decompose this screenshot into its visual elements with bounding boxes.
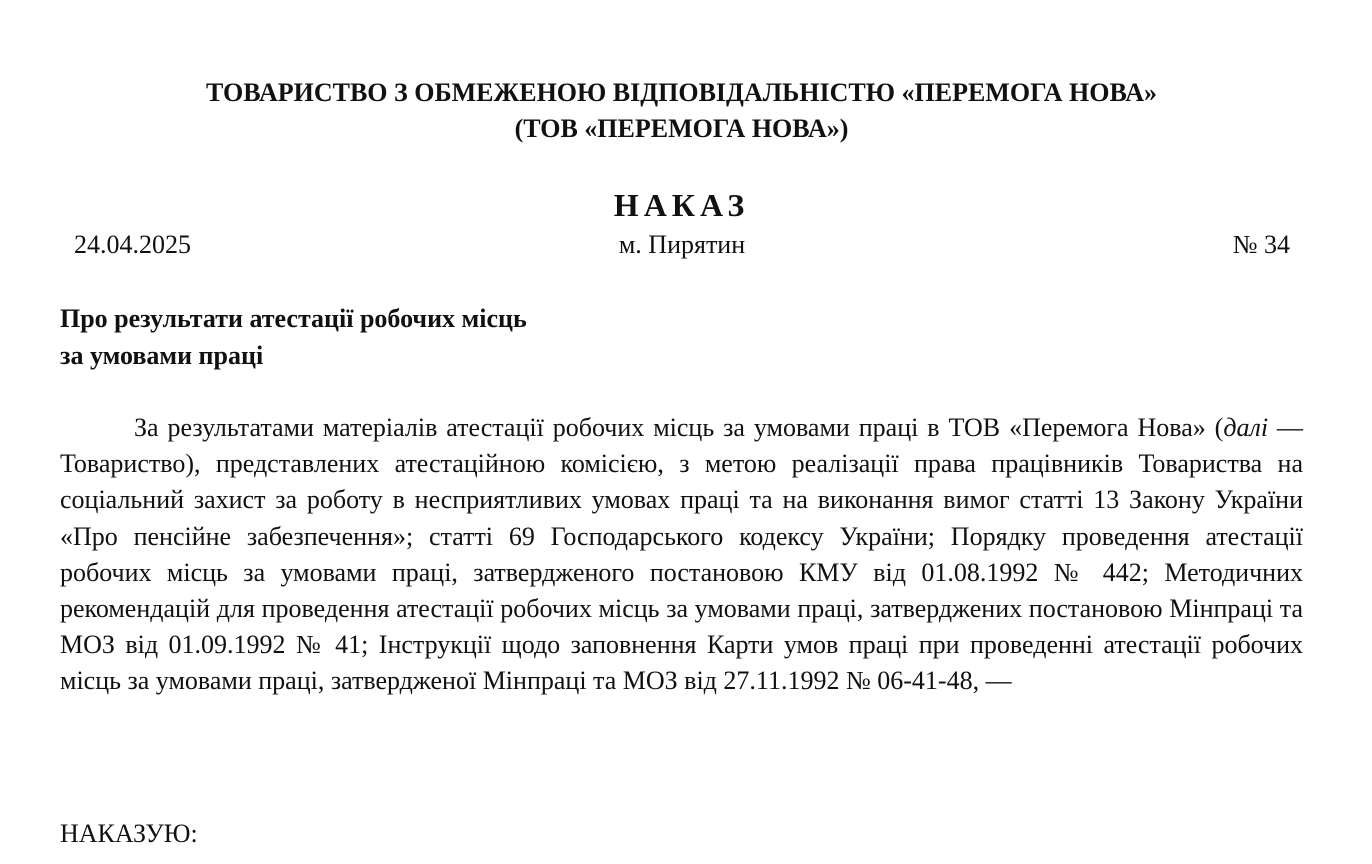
preamble-italic-term: далі bbox=[1223, 413, 1269, 442]
organization-title bbox=[60, 75, 1303, 147]
directive-heading: НАКАЗУЮ: bbox=[60, 819, 198, 848]
preamble-text-part-1: За результатами матеріалів атестації робочих місць за умовами праці в ТОВ «Перемога Нова» ( bbox=[134, 413, 1224, 442]
preamble-text-part-2: — Товариство), представлених атестаційною комісією, з метою реалізації права працівників Товариства на соціальний захист за роботу в несприятливих умовах праці та на виконання вимог статті 13 Закону України «Про пенсійне забезпечення»; статті 69 Господарського кодексу України; Порядку проведення атестації робочих місць за умовами праці, затвердженого постановою КМУ від 01.08.1992 № 442; Методичних рекомендацій для проведення атестації робочих місць за умовами праці, затверджених постановою Мінпраці та МОЗ від 01.09.1992 № 41; Інструкції щодо заповнення Карти умов праці при проведенні атестації робочих місць за умовами праці, затвердженої Мінпраці та МОЗ від 27.11.1992 № 06-41-48, — bbox=[60, 413, 1304, 696]
subject-line-2: за умовами праці bbox=[60, 341, 264, 370]
document-meta-row bbox=[74, 227, 1290, 263]
document-type-heading: НАКАЗ bbox=[613, 187, 750, 223]
preamble-paragraph bbox=[60, 410, 1303, 700]
document-date: 24.04.2025 bbox=[74, 230, 191, 259]
document-subject bbox=[60, 300, 527, 374]
document-city: м. Пирятин bbox=[618, 230, 746, 259]
organization-full-name: ТОВАРИСТВО З ОБМЕЖЕНОЮ ВІДПОВІДАЛЬНІСТЮ «ПЕРЕМОГА НОВА» bbox=[206, 78, 1157, 107]
subject-line-1: Про результати атестації робочих місць bbox=[60, 304, 527, 333]
document-number: № 34 bbox=[1232, 230, 1290, 259]
organization-short-name: (ТОВ «ПЕРЕМОГА НОВА») bbox=[514, 114, 849, 143]
